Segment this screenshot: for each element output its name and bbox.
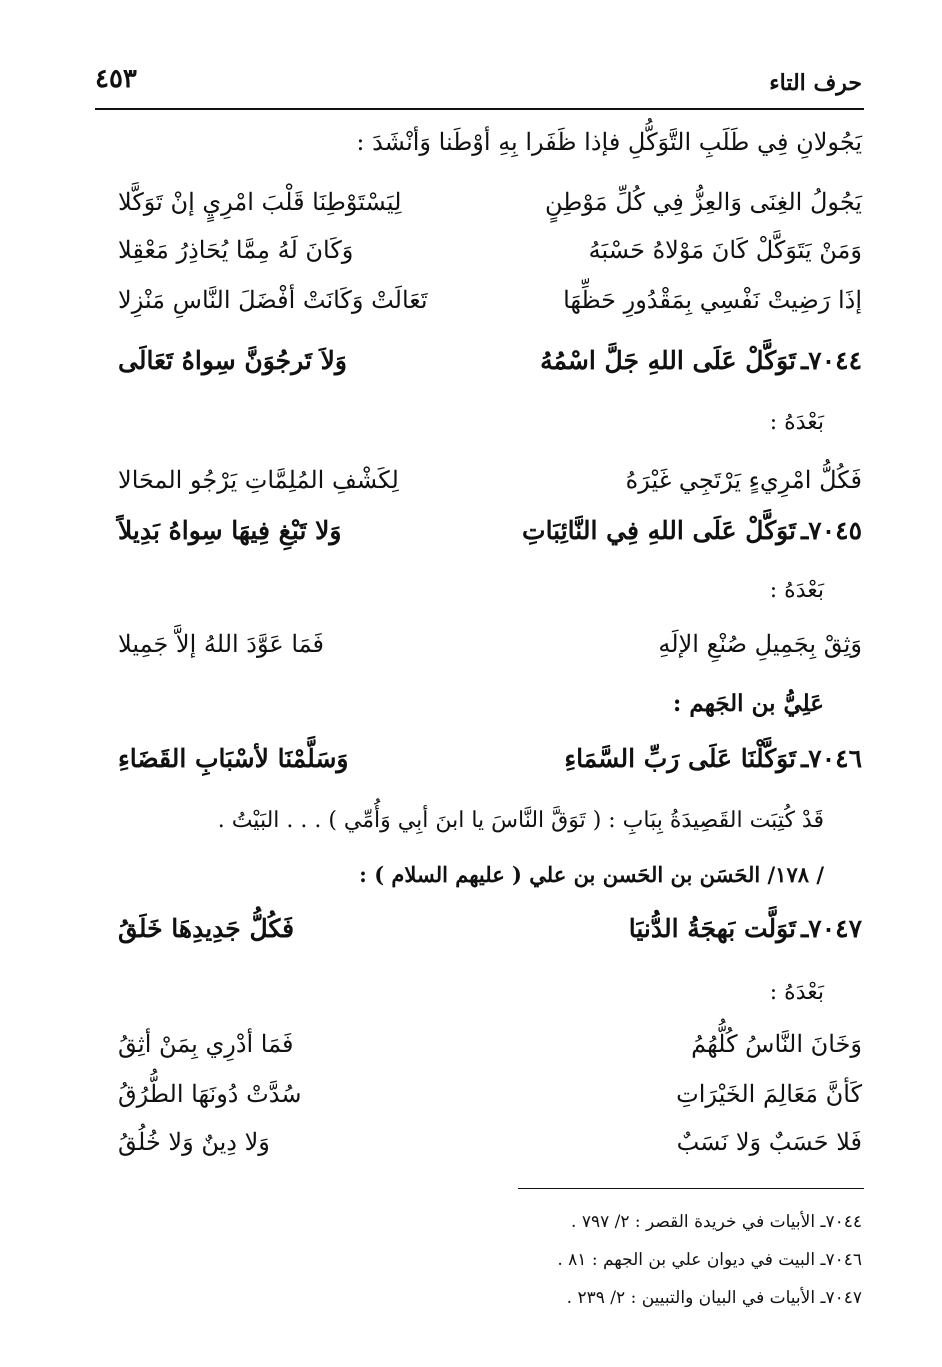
verse-hemistich-second: تَعَالَتْ وَكَانَتْ أفْضَلَ النَّاسِ مَنْزِلا <box>118 286 428 314</box>
verse-hemistich-first: فَكُلُّ امْرِيءٍ يَرْتَجِي غَيْرَهُ <box>625 466 862 494</box>
footnote: ٧٠٤٧ـ الأبيات في البيان والتبيين : ٢/ ٢٣٩ . <box>566 1288 862 1308</box>
verse-hemistich-first: يَجُولُ الغِنَى وَالعِزُّ فِي كُلِّ مَوْطِنٍ <box>544 188 862 216</box>
verse-line <box>118 466 862 512</box>
verse-hemistich-second: وَكَانَ لَهُ مِمَّا يُحَاذِرُ مَعْقِلا <box>118 236 354 264</box>
chapter-title: حرف التاء <box>769 70 862 96</box>
verse-line <box>118 630 862 676</box>
intro-line: يَجُولانِ فِي طَلَبِ التَّوَكُّلِ فإذا ظَفَرا بِهِ أوْطَنا وَأنْشَدَ : <box>356 128 862 156</box>
verse-hemistich-first: وَثِقْ بِجَمِيلِ صُنْعِ الإلَهِ <box>658 630 862 658</box>
after-label: بَعْدَهُ : <box>769 578 824 603</box>
poet-name: عَلِيُّ بن الجَهم : <box>672 690 824 717</box>
verse-entry-7045 <box>118 516 862 562</box>
verse-hemistich-second: وَلا تَبْغِ فِيهَا سِواهُ بَدِيلاً <box>118 516 342 545</box>
verse-hemistich-first: إذَا رَضِيتْ نَفْسِي بِمَقْدُورِ حَظِّهَا <box>563 286 862 314</box>
verse-hemistich-second: سُدَّتْ دُونَهَا الطُّرُقُ <box>118 1080 302 1108</box>
cross-reference-note: قَدْ كُتِبَت القَصِيدَةُ بِبَابِ : ( تَوَقَّ النَّاسَ يا ابنَ أبِي وَأُمِّي ) . . . البَيْتُ . <box>217 808 824 833</box>
page-number: ٤٥٣ <box>95 64 137 94</box>
entry-number: ٧٠٤٦ـ <box>800 744 862 773</box>
after-label: بَعْدَهُ : <box>769 410 824 435</box>
verse-hemistich-first: تَوَكَّلْنَا عَلَى رَبِّ السَّمَاءِ <box>564 744 796 773</box>
verse-hemistich-second: فَكُلُّ جَدِيدِهَا خَلَقُ <box>118 914 295 943</box>
verse-hemistich-first: وَمَنْ يَتَوَكَّلْ كَانَ مَوْلاهُ حَسْبَهُ <box>588 236 862 264</box>
verse-hemistich-first: تَوَلَّت بَهجَةُ الدُّنيَا <box>628 914 796 943</box>
verse-entry-7047 <box>118 914 862 960</box>
verse-hemistich-first: كَأنَّ مَعَالِمَ الخَيْرَاتِ <box>676 1080 862 1108</box>
verse-line <box>118 1128 862 1174</box>
footnote-rule <box>518 1188 864 1189</box>
entry-number: ٧٠٤٧ـ <box>800 914 862 943</box>
after-label: بَعْدَهُ : <box>769 980 824 1005</box>
verse-hemistich-second: فَمَا عَوَّدَ اللهُ إلاَّ جَمِيلا <box>118 630 325 658</box>
poet-name: / ١٧٨/ الحَسَن بن الحَسن بن علي ( عليهم السلام ) : <box>359 862 824 887</box>
entry-number: ٧٠٤٥ـ <box>800 516 862 545</box>
verse-line <box>118 188 862 234</box>
verse-line <box>118 1080 862 1126</box>
verse-entry-7046 <box>118 744 862 790</box>
verse-line <box>118 1030 862 1076</box>
footnote: ٧٠٤٤ـ الأبيات في خريدة القصر : ٢/ ٧٩٧ . <box>571 1212 862 1232</box>
verse-hemistich-first: تَوَكَّلْ عَلَى اللهِ فِي النَّائِبَاتِ <box>522 516 796 545</box>
verse-line <box>118 236 862 282</box>
verse-hemistich-first: فَلا حَسَبٌ وَلا نَسَبٌ <box>676 1128 862 1156</box>
verse-hemistich-second: فَمَا أدْرِي بِمَنْ أثِقُ <box>118 1030 294 1058</box>
verse-hemistich-second: وَسَلَّمْنَا لأسْبَابِ القَضَاءِ <box>118 744 349 773</box>
verse-entry-7044 <box>118 346 862 392</box>
verse-hemistich-first: وَخَانَ النَّاسُ كُلُّهُمُ <box>691 1030 862 1058</box>
verse-hemistich-second: لِيَسْتَوْطِنَا قَلْبَ امْرِيٍ إنْ تَوَكَّلا <box>118 188 402 216</box>
verse-hemistich-first: تَوَكَّلْ عَلَى اللهِ جَلَّ اسْمُهُ <box>540 346 796 375</box>
verse-hemistich-second: وَلا دِينٌ وَلا خُلُقُ <box>118 1128 270 1156</box>
verse-hemistich-second: لِكَشْفِ المُلِمَّاتِ يَرْجُو المحَالا <box>118 466 399 494</box>
verse-line <box>118 286 862 332</box>
verse-hemistich-second: وَلاَ تَرجُوَنَّ سِواهُ تَعَالَى <box>118 346 347 375</box>
header-rule <box>95 108 864 110</box>
footnote: ٧٠٤٦ـ البيت في ديوان علي بن الجهم : ٨١ . <box>557 1250 862 1270</box>
entry-number: ٧٠٤٤ـ <box>800 346 862 375</box>
